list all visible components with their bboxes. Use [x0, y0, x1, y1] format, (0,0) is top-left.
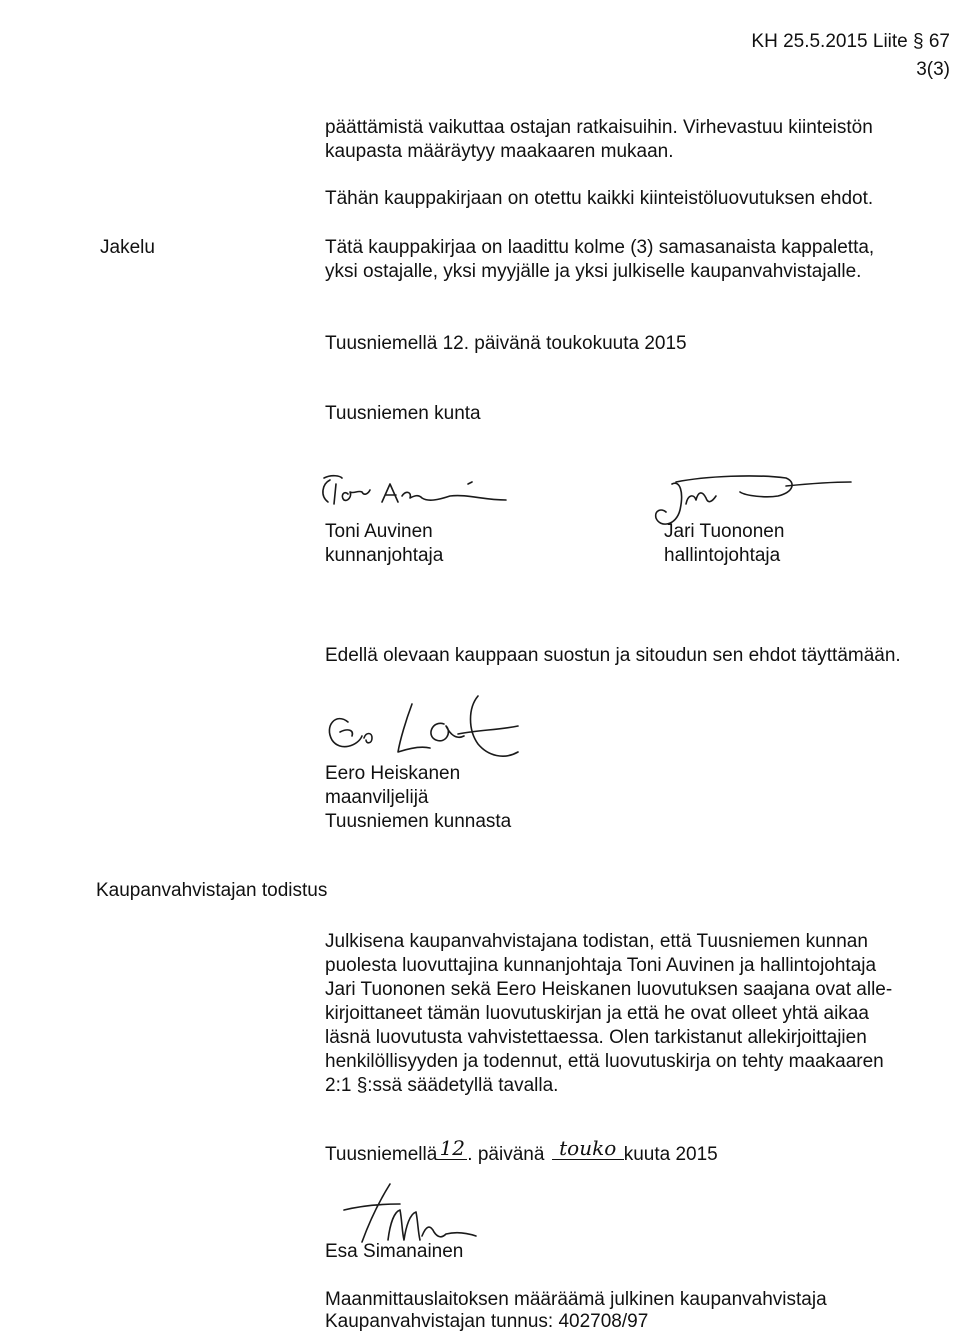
place-date: Tuusniemellä 12. päivänä toukokuuta 2015 [325, 333, 687, 354]
signatory-title: hallintojohtaja [664, 545, 781, 566]
notary-title: Maanmittauslaitoksen määräämä julkinen kaupanvahvistaja [325, 1289, 827, 1310]
certificate-line: Julkisena kaupanvahvistajana todistan, että Tuusniemen kunnan [325, 931, 868, 952]
date-day-blank [437, 1136, 467, 1160]
date-day-handwritten: 12 [439, 1136, 466, 1160]
date-mid: . päivänä [467, 1144, 545, 1165]
jakelu-line: yksi ostajalle, yksi myyjälle ja yksi julkiselle kaupanvahvistajalle. [325, 261, 862, 282]
signatory-title: kunnanjohtaja [325, 545, 444, 566]
notary-name: Esa Simanainen [325, 1241, 464, 1262]
jakelu-line: Tätä kauppakirjaa on laadittu kolme (3) samasanaista kappaletta, [325, 237, 875, 258]
buyer-title: maanviljelijä [325, 787, 429, 808]
date-month-blank [552, 1136, 624, 1160]
buyer-name: Eero Heiskanen [325, 763, 461, 784]
date-month-handwritten: touko [559, 1136, 617, 1160]
certificate-date-line [325, 1136, 718, 1167]
document-reference: KH 25.5.2015 Liite § 67 [751, 31, 950, 52]
certificate-label: Kaupanvahvistajan todistus [96, 880, 328, 901]
signatory-name: Toni Auvinen [325, 521, 433, 542]
certificate-line: kirjoittaneet tämän luovutuskirjan ja että he ovat olleet yhtä aikaa [325, 1003, 869, 1024]
paragraph-line: päättämistä vaikuttaa ostajan ratkaisuihin. Virhevastuu kiinteistön [325, 117, 873, 138]
certificate-line: 2:1 §:ssä säädetyllä tavalla. [325, 1075, 559, 1096]
signatory-name: Jari Tuononen [664, 521, 785, 542]
certificate-line: henkilöllisyyden ja todennut, että luovutuskirja on tehty maakaaren [325, 1051, 884, 1072]
certificate-line: puolesta luovuttajina kunnanjohtaja Toni Auvinen ja hallintojohtaja [325, 955, 877, 976]
page-number: 3(3) [916, 59, 950, 80]
notary-id: Kaupanvahvistajan tunnus: 402708/97 [325, 1311, 649, 1332]
jakelu-label: Jakelu [100, 237, 155, 258]
consent-statement: Edellä olevaan kauppaan suostun ja sitoudun sen ehdot täyttämään. [325, 645, 901, 666]
paragraph-line: Tähän kauppakirjaan on otettu kaikki kiinteistöluovutuksen ehdot. [325, 188, 874, 209]
certificate-line: Jari Tuononen sekä Eero Heiskanen luovutuksen saajana ovat alle- [325, 979, 893, 1000]
buyer-place: Tuusniemen kunnasta [325, 811, 512, 832]
signature-toni-auvinen [318, 470, 518, 522]
paragraph-line: kaupasta määräytyy maakaaren mukaan. [325, 141, 674, 162]
signature-eero-heiskanen [318, 690, 548, 770]
date-prefix: Tuusniemellä [325, 1144, 438, 1165]
municipality-name: Tuusniemen kunta [325, 403, 481, 424]
date-suffix: kuuta 2015 [623, 1144, 718, 1165]
certificate-line: läsnä luovutusta vahvistettaessa. Olen tarkistanut allekirjoittajien [325, 1027, 867, 1048]
